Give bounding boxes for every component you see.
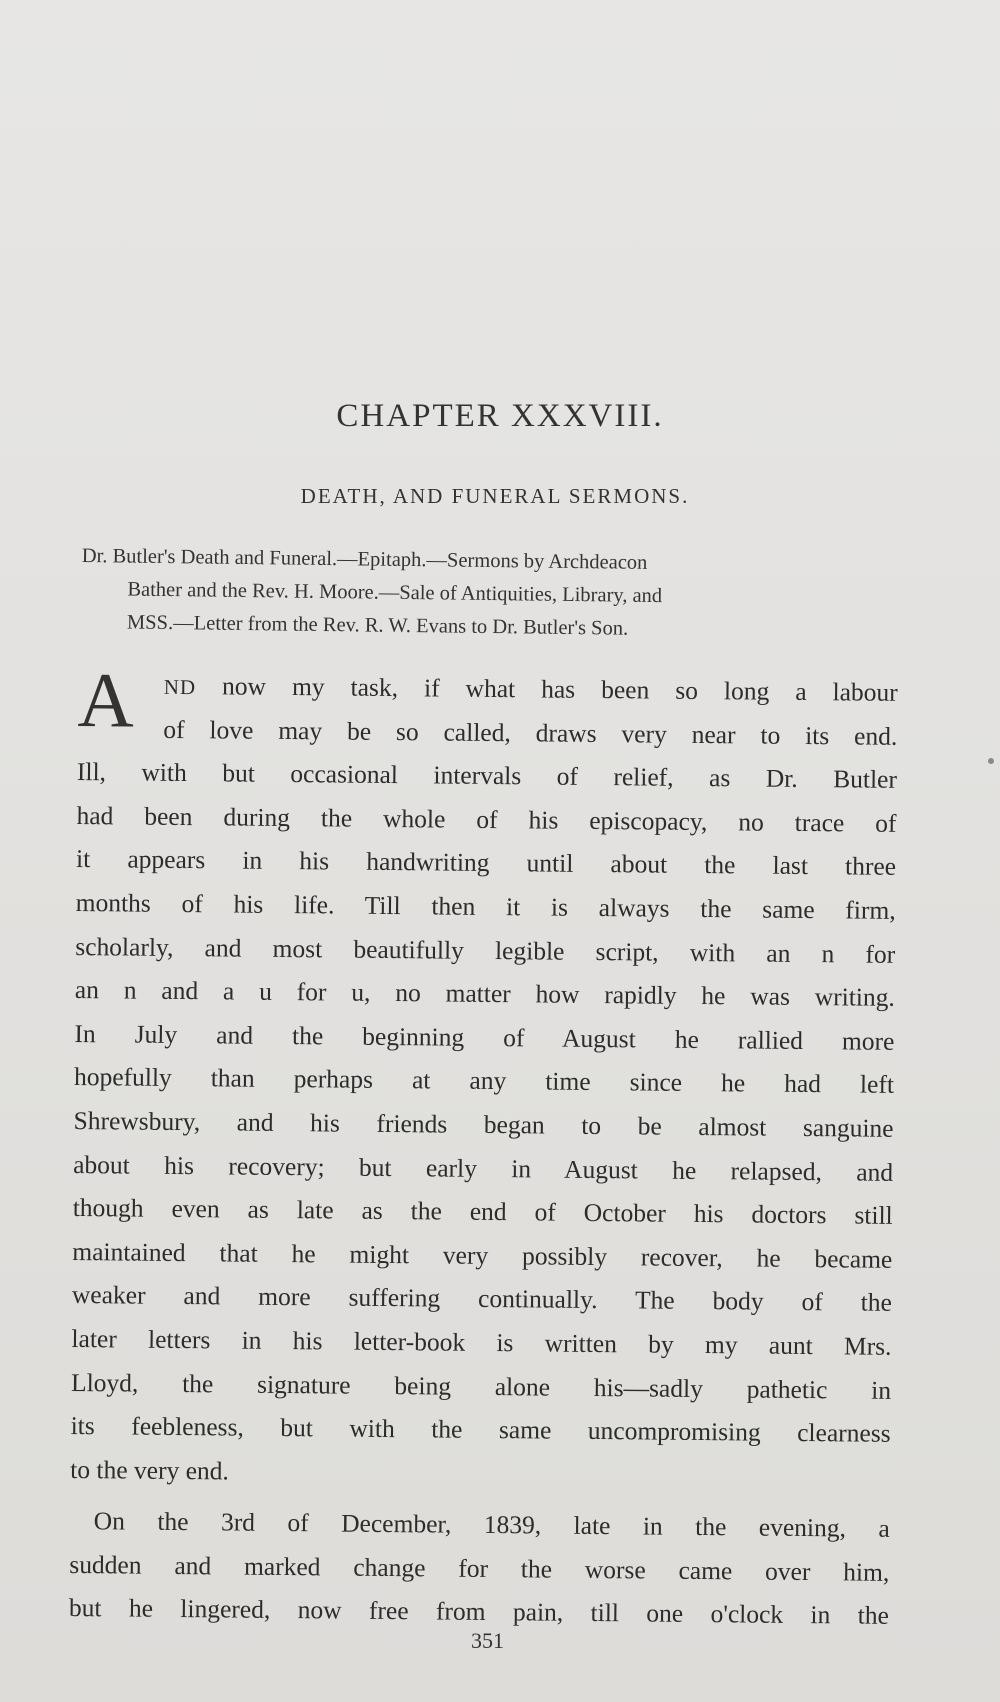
page-number: 351 bbox=[471, 1628, 504, 1653]
body-line: sudden and marked change for the worse came over him, bbox=[69, 1549, 890, 1587]
body-line: about his recovery; but early in August he relapsed, and bbox=[73, 1149, 894, 1187]
body-line: an n and a u for u, no matter how rapidly he was writing. bbox=[74, 975, 895, 1013]
body-line: it appears in his handwriting until about the last three bbox=[75, 844, 897, 882]
body-line: Shrewsbury, and his friends began to be almost sanguine bbox=[73, 1105, 894, 1143]
margin-mark bbox=[988, 758, 994, 764]
summary-line: Bather and the Rev. H. Moore.—Sale of Antiquities, Library, and bbox=[127, 578, 663, 608]
body-line: though even as late as the end of October his doctors still bbox=[72, 1193, 893, 1230]
body-line: had been during the whole of his episcopacy, no trace of bbox=[76, 800, 897, 838]
paragraph-2 bbox=[69, 1499, 890, 1638]
body-line: later letters in his letter-book is written by my aunt Mrs. bbox=[71, 1323, 892, 1361]
body-line: to the very end. bbox=[70, 1454, 230, 1486]
chapter-title: CHAPTER XXXVIII. bbox=[336, 398, 664, 434]
body-text bbox=[68, 656, 898, 1638]
body-line-text: now my task, if what has been so long a labour bbox=[221, 671, 898, 707]
body-line: but he lingered, now free from pain, till one o'clock in the bbox=[68, 1593, 890, 1631]
chapter-summary bbox=[81, 540, 902, 649]
summary-line: Dr. Butler's Death and Funeral.—Epitaph.—Sermons by Archdeacon bbox=[81, 544, 648, 574]
body-line: In July and the beginning of August he rallied more bbox=[74, 1018, 895, 1056]
body-line bbox=[78, 663, 898, 714]
body-line: scholarly, and most beautifully legible script, with an n for bbox=[75, 931, 896, 969]
body-line: Ill, with but occasional intervals of relief, as Dr. Butler bbox=[76, 757, 898, 795]
body-line: its feebleness, but with the same uncompromising clearness bbox=[70, 1411, 891, 1448]
drop-cap: A bbox=[77, 656, 135, 744]
body-line: months of his life. Till then it is always the same firm, bbox=[75, 887, 896, 925]
summary-line: MSS.—Letter from the Rev. R. W. Evans to Dr. Butler's Son. bbox=[126, 611, 629, 640]
body-line: Lloyd, the signature being alone his—sadly pathetic in bbox=[70, 1367, 892, 1405]
first-word-smallcaps: ND bbox=[163, 674, 197, 700]
body-line: of love may be so called, draws very near to its end. bbox=[163, 714, 898, 751]
chapter-subtitle: DEATH, AND FUNERAL SERMONS. bbox=[300, 484, 690, 508]
body-line: hopefully than perhaps at any time since he had left bbox=[73, 1062, 895, 1100]
body-line: maintained that he might very possibly recover, he became bbox=[72, 1236, 893, 1274]
body-line: On the 3rd of December, 1839, late in the evening, a bbox=[93, 1506, 890, 1544]
body-line: weaker and more suffering continually. The body of the bbox=[71, 1280, 893, 1318]
